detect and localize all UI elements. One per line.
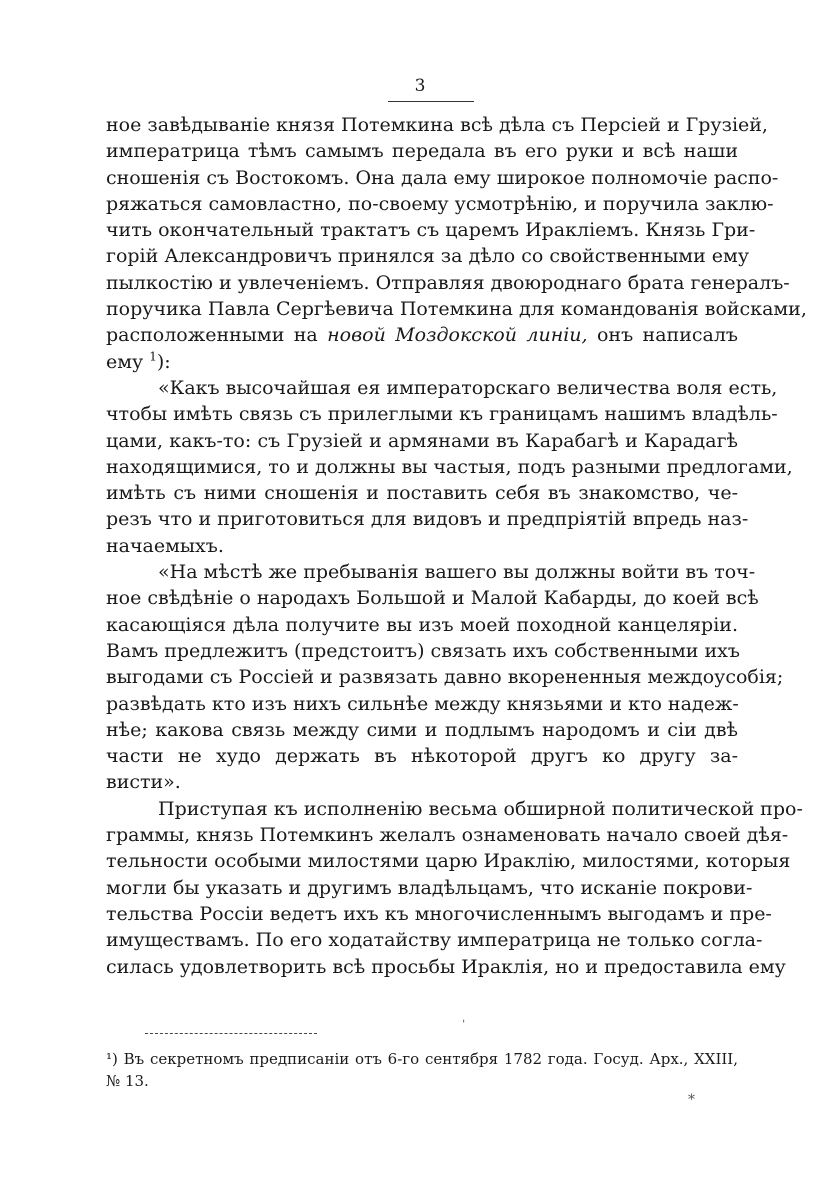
text-line: граммы, князь Потемкинъ желалъ ознаменовать начало своей дѣя- <box>106 824 789 847</box>
quote-line: имѣть съ ними сношенія и поставить себя въ знакомство, че- <box>106 482 738 505</box>
text-fragment: ): <box>156 350 171 373</box>
text-line: Приступая къ исполненію весьма обширной политической про- <box>158 797 803 820</box>
quote-line: части не худо держать въ нѣкоторой другъ ко другу за- <box>106 745 738 768</box>
text-line: силась удовлетворить всѣ просьбы Ираклія, но и предоставила ему <box>106 955 786 978</box>
footnote-ref: 1 <box>149 349 157 364</box>
stray-mark: ˈ <box>462 1018 466 1032</box>
text-line <box>106 322 738 348</box>
footnote-line: № 13. <box>106 1072 149 1090</box>
quote-line: развѣдать кто изъ нихъ сильнѣе между князьями и кто надеж- <box>106 692 739 715</box>
asterisk-mark: * <box>688 1092 695 1108</box>
text-line: могли бы указать и другимъ владѣльцамъ, что исканіе покрови- <box>106 876 753 899</box>
text-line: императрица тѣмъ самымъ передала въ его руки и всѣ наши <box>106 140 738 163</box>
place-name-italic: новой Моздокской линіи, <box>327 324 588 347</box>
quote-line: выгодами съ Россіей и развязать давно вкорененныя междоусобія; <box>106 666 784 689</box>
quote-line: цами, какъ-то: съ Грузіей и армянами въ Карабагѣ и Карадагѣ <box>106 429 738 452</box>
text-line: пылкостію и увлеченіемъ. Отправляя двоюроднаго брата генералъ- <box>106 271 790 294</box>
text-fragment: расположенными на <box>106 324 328 347</box>
text-line: горій Александровичъ принялся за дѣло со свойственными ему <box>106 245 749 268</box>
text-line: ряжаться самовластно, по-своему усмотрѣнію, и поручила заклю- <box>106 192 774 215</box>
text-line: тельства Россіи ведетъ ихъ къ многочисленнымъ выгодамъ и пре- <box>106 902 772 925</box>
footnote-line <box>106 1048 738 1070</box>
quote-line: начаемыхъ. <box>106 534 224 557</box>
quote-line: «Какъ высочайшая ея императорскаго величества воля есть, <box>158 376 778 399</box>
footnote <box>106 1048 738 1092</box>
body-text <box>106 112 807 980</box>
quote-line: чтобы имѣть связь съ прилеглыми къ границамъ нашимъ владѣль- <box>106 403 778 426</box>
quote-line: Вамъ предлежитъ (предстоитъ) связать ихъ собственными ихъ <box>106 639 740 662</box>
quote-line: нѣе; какова связь между сими и подлымъ народомъ и сіи двѣ <box>106 718 738 741</box>
text-fragment: онъ написалъ <box>587 324 739 347</box>
footnote-marker: ¹) <box>106 1050 118 1068</box>
text-line: чить окончательный трактатъ съ царемъ Иракліемъ. Князь Гри- <box>106 219 756 242</box>
page-number: 3 <box>414 76 426 96</box>
footnote-text: Въ секретномъ предписаніи отъ 6-го сентября 1782 года. Госуд. Арх., XXIII, <box>123 1050 738 1068</box>
quote-line: находящимися, то и должны вы частыя, подъ разными предлогами, <box>106 455 793 478</box>
text-line <box>106 349 738 375</box>
quote-line: висти». <box>106 771 181 794</box>
quote-line: резъ что и приготовиться для видовъ и предпріятій впредь наз- <box>106 508 749 531</box>
quote-line: ное свѣдѣніе о народахъ Большой и Малой Кабарды, до коей всѣ <box>106 587 759 610</box>
text-line: ное завѣдываніе князя Потемкина всѣ дѣла съ Персіей и Грузіей, <box>106 114 768 136</box>
footnote-rule <box>145 1033 317 1034</box>
text-line: имуществамъ. По его ходатайству императрица не только согла- <box>106 929 763 952</box>
text-line: поручика Павла Сергѣевича Потемкина для командованія войсками, <box>106 298 807 321</box>
quote-line: «На мѣстѣ же пребыванія вашего вы должны войти въ точ- <box>158 561 756 584</box>
text-line: тельности особыми милостями царю Ираклію, милостями, которыя <box>106 850 791 873</box>
text-fragment: ему <box>106 350 144 373</box>
quote-line: касающіяся дѣла получите вы изъ моей походной канцеляріи. <box>106 613 738 636</box>
page-number-rule <box>388 101 474 102</box>
text-line: сношенія съ Востокомъ. Она дала ему широкое полномочіе распо- <box>106 166 779 189</box>
